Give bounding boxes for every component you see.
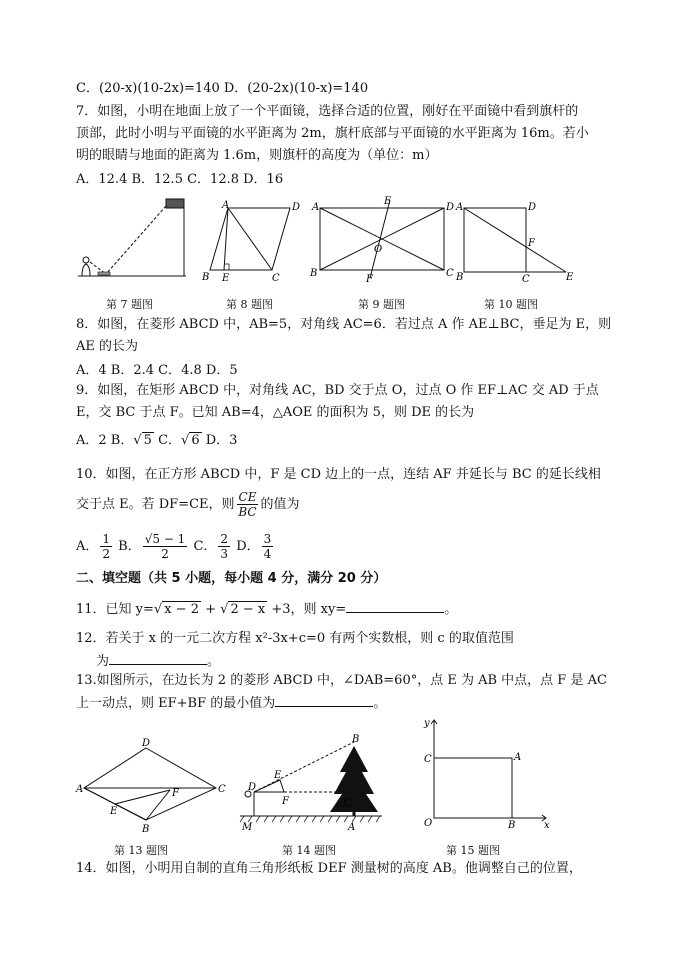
- figure-8: [198, 198, 302, 284]
- q10-fraction: [237, 490, 259, 519]
- f14-label-c: C: [344, 798, 352, 809]
- f9-label-c: C: [446, 268, 454, 279]
- q10-opt-a: A．: [76, 539, 99, 554]
- f14-label-d: D: [248, 782, 257, 793]
- q10-opt-b-den: 2: [161, 547, 169, 561]
- f8-label-b: B: [202, 272, 210, 283]
- q9-opt-d: D．3: [201, 433, 238, 448]
- f15-label-a: A: [514, 752, 522, 763]
- f13-label-f: F: [172, 788, 179, 799]
- f10-label-a: A: [456, 202, 464, 213]
- q9-line2: E，交 BC 于点 F。已知 AB=4，△AOE 的面积为 5，则 DE 的长为: [76, 405, 475, 420]
- figure-9: [308, 194, 456, 286]
- f14-label-b: B: [352, 734, 360, 745]
- q9-opt-b-sqrt: 5: [143, 433, 152, 448]
- q6-options: C．(20-x)(10-2x)=140 D．(20-2x)(10-x)=140: [76, 81, 369, 96]
- q10-line1: 10．如图，在正方形 ABCD 中，F 是 CD 边上的一点，连结 AF 并延长与 BC 的延长线相: [76, 467, 601, 482]
- f9-label-d: D: [446, 202, 455, 213]
- f14-label-a: A: [348, 822, 356, 833]
- q7-line1: 7．如图，小明在地面上放了一个平面镜，选择合适的位置，刚好在平面镜中看到旗杆的: [76, 104, 579, 119]
- q10-opt-c-frac: [218, 532, 230, 561]
- q12-line2-pre: 为: [96, 654, 110, 669]
- q10-line2-pre: 交于点 E。若 DF=CE，则: [76, 497, 235, 512]
- q9-opt-c-sqrt: 6: [191, 433, 200, 448]
- q11-end: 。: [444, 602, 458, 617]
- q10-opt-a-frac: [100, 532, 112, 561]
- q9-line1: 9．如图，在矩形 ABCD 中，对角线 AC，BD 交于点 O，过点 O 作 EF⊥AC 交 AD 于点: [76, 383, 599, 398]
- q10-frac-den: BC: [238, 505, 257, 519]
- f9-label-f: F: [366, 274, 373, 285]
- q12-line1: 12．若关于 x 的一元二次方程 x²-3x+c=0 有两个实数根，则 c 的取值范围: [76, 631, 514, 646]
- f13-label-e: E: [110, 806, 118, 817]
- q10-opt-a-num: 1: [102, 532, 111, 546]
- f10-label-b: B: [456, 272, 464, 283]
- q14-line1: 14．如图，小明用自制的直角三角形纸板 DEF 测量树的高度 AB。他调整自己的位置，: [76, 861, 582, 876]
- f10-label-c: C: [522, 274, 530, 285]
- f8-label-e: E: [222, 273, 230, 284]
- figure-7: [76, 196, 188, 282]
- q10-opt-b-num: √5 − 1: [144, 532, 186, 546]
- q8-options: A．4 B．2.4 C．4.8 D．5: [76, 363, 238, 378]
- figure-13: [74, 732, 232, 836]
- caption-fig9: 第 9 题图: [358, 298, 405, 311]
- q13-line2-pre: 上一动点，则 EF+BF 的最小值为: [76, 696, 276, 711]
- q13-answer-blank[interactable]: [275, 694, 373, 707]
- f9-label-a: A: [312, 202, 320, 213]
- f10-label-d: D: [528, 202, 537, 213]
- f8-label-d: D: [292, 202, 301, 213]
- q10-options: [76, 532, 275, 562]
- f15-label-o: O: [424, 818, 433, 829]
- q9-opt-c: C．: [153, 433, 182, 448]
- f15-label-b: B: [508, 820, 516, 831]
- f13-label-c: C: [218, 784, 226, 795]
- f10-label-f: F: [528, 238, 535, 249]
- caption-fig10: 第 10 题图: [484, 298, 538, 311]
- q11-pre: 11．已知 y=: [76, 602, 154, 617]
- caption-fig13: 第 13 题图: [114, 844, 168, 857]
- q11-answer-blank[interactable]: [346, 600, 444, 613]
- f9-label-e: E: [384, 196, 392, 207]
- q10-opt-d: D．: [232, 539, 260, 554]
- caption-fig14: 第 14 题图: [282, 844, 336, 857]
- f8-label-c: C: [272, 273, 280, 284]
- q8-line1: 8．如图，在菱形 ABCD 中，AB=5，对角线 AC=6．若过点 A 作 AE⊥BC，垂足为 E，则: [76, 317, 612, 332]
- q10-frac-num: CE: [238, 490, 257, 504]
- f13-label-b: B: [142, 824, 150, 835]
- f15-label-c: C: [424, 754, 432, 765]
- q10-opt-c-den: 3: [220, 547, 229, 561]
- f15-label-y: y: [424, 718, 430, 729]
- q10-opt-d-frac: [262, 532, 274, 561]
- q8-line2: AE 的长为: [76, 339, 139, 354]
- q12-answer-blank[interactable]: [109, 652, 207, 665]
- q12-line2-end: 。: [207, 654, 221, 669]
- figure-14: [236, 732, 386, 836]
- q10-line2-post: 的值为: [260, 497, 300, 512]
- q10-opt-d-num: 3: [263, 532, 272, 546]
- q10-opt-d-den: 4: [263, 547, 272, 561]
- q13-line2: [76, 694, 386, 713]
- q11-post: +3，则 xy=: [267, 602, 347, 617]
- f9-label-b: B: [310, 268, 318, 279]
- q10-line2: [76, 490, 300, 520]
- f8-label-a: A: [222, 200, 230, 211]
- section-2-heading: 二、填空题（共 5 小题，每小题 4 分，满分 20 分）: [76, 571, 387, 586]
- f15-label-x: x: [544, 820, 550, 831]
- f14-label-f: F: [282, 796, 289, 807]
- q7-line3: 明的眼睛与地面的距离为 1.6m，则旗杆的高度为（单位：m）: [76, 148, 438, 163]
- f14-label-e: E: [274, 770, 282, 781]
- q11: 11．已知 y=√ x − 2 + √ 2 − x +3，则 xy= 。: [76, 602, 458, 617]
- f13-label-a: A: [76, 784, 84, 795]
- q10-opt-a-den: 2: [102, 547, 111, 561]
- q13-line2-end: 。: [373, 696, 387, 711]
- q11-mid: +: [200, 602, 221, 617]
- figure-15: [414, 714, 554, 834]
- f14-label-m: M: [242, 822, 253, 833]
- q9-opt-a: A．2 B．: [76, 433, 134, 448]
- q12-line2: [96, 652, 220, 671]
- caption-fig15: 第 15 题图: [446, 844, 500, 857]
- f10-label-e: E: [566, 272, 574, 283]
- q10-opt-c: C．: [189, 539, 217, 554]
- q9-options: A．2 B．√ 5 C．√ 6 D．3: [76, 433, 238, 448]
- caption-fig7: 第 7 题图: [106, 298, 153, 311]
- q11-root1: x − 2: [164, 602, 199, 617]
- q10-opt-b: B．: [114, 539, 141, 554]
- f9-label-o: O: [374, 244, 383, 255]
- q7-options: A．12.4 B．12.5 C．12.8 D．16: [76, 172, 284, 187]
- q11-root2: 2 − x: [230, 602, 266, 617]
- q13-line1: 13.如图所示，在边长为 2 的菱形 ABCD 中，∠DAB=60°，点 E 为 AB 中点，点 F 是 AC: [76, 673, 607, 688]
- q10-opt-c-num: 2: [220, 532, 229, 546]
- caption-fig8: 第 8 题图: [226, 298, 273, 311]
- f13-label-d: D: [142, 738, 151, 749]
- q7-line2: 顶部，此时小明与平面镜的水平距离为 2m，旗杆底部与平面镜的水平距离为 16m。若小: [76, 126, 589, 141]
- q10-opt-b-frac: [143, 532, 188, 561]
- figure-10: [454, 196, 578, 286]
